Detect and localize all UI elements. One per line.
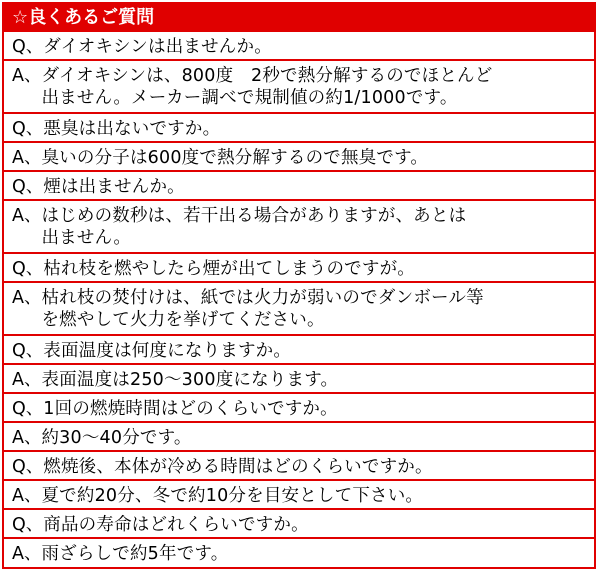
answer-text: 雨ざらしで約5年です。 [41, 544, 229, 564]
faq-answer-row [4, 61, 594, 114]
answer-prefix: A、 [12, 206, 42, 226]
answer-text: 表面温度は250～300度になります。 [41, 370, 339, 390]
answer-text: 枯れ枝の焚付けは、紙では火力が弱いのでダンボール等 を燃やして火力を挙げてください。 [41, 288, 484, 330]
answer-prefix: A、 [12, 370, 42, 390]
question-prefix: Q、 [12, 119, 44, 139]
question-text: 悪臭は出ないですか。 [43, 119, 221, 139]
answer-text: はじめの数秒は、若干出る場合がありますが、あとは 出ません。 [41, 206, 467, 248]
question-text: 表面温度は何度になりますか。 [43, 341, 292, 361]
faq-header: ☆良くあるご質問 [4, 4, 594, 32]
faq-answer-row [4, 283, 594, 336]
question-text: 1回の燃焼時間はどのくらいですか。 [43, 399, 338, 419]
faq-question-row [4, 114, 594, 143]
answer-prefix: A、 [12, 288, 42, 308]
faq-question-row [4, 32, 594, 61]
faq-answer-row [4, 539, 594, 568]
faq-question-row [4, 254, 594, 283]
question-text: ダイオキシンは出ませんか。 [43, 37, 272, 57]
faq-answer-row [4, 423, 594, 452]
faq-question-row [4, 452, 594, 481]
question-prefix: Q、 [12, 259, 44, 279]
question-text: 商品の寿命はどれくらいですか。 [43, 515, 309, 535]
answer-prefix: A、 [12, 428, 42, 448]
answer-text: 夏で約20分、冬で約10分を目安として下さい。 [41, 486, 424, 506]
faq-question-row [4, 394, 594, 423]
faq-question-row [4, 172, 594, 201]
answer-prefix: A、 [12, 544, 42, 564]
faq-table [2, 2, 596, 569]
answer-text: ダイオキシンは、800度 2秒で熱分解するのでほとんど 出ません。メーカー調べで規制値の約1/1000です。 [41, 66, 493, 108]
answer-prefix: A、 [12, 486, 42, 506]
faq-question-row [4, 510, 594, 539]
question-prefix: Q、 [12, 457, 44, 477]
question-text: 燃焼後、本体が冷める時間はどのくらいですか。 [43, 457, 433, 477]
question-prefix: Q、 [12, 177, 44, 197]
answer-prefix: A、 [12, 148, 42, 168]
answer-text: 臭いの分子は600度で熱分解するので無臭です。 [41, 148, 429, 168]
question-prefix: Q、 [12, 515, 44, 535]
answer-text: 約30～40分です。 [41, 428, 192, 448]
faq-answer-row [4, 365, 594, 394]
question-prefix: Q、 [12, 37, 44, 57]
faq-question-row [4, 336, 594, 365]
question-prefix: Q、 [12, 399, 44, 419]
answer-prefix: A、 [12, 66, 42, 86]
faq-answer-row [4, 143, 594, 172]
faq-answer-row [4, 481, 594, 510]
faq-answer-row [4, 201, 594, 254]
question-prefix: Q、 [12, 341, 44, 361]
question-text: 煙は出ませんか。 [43, 177, 185, 197]
question-text: 枯れ枝を燃やしたら煙が出てしまうのですが。 [43, 259, 415, 279]
